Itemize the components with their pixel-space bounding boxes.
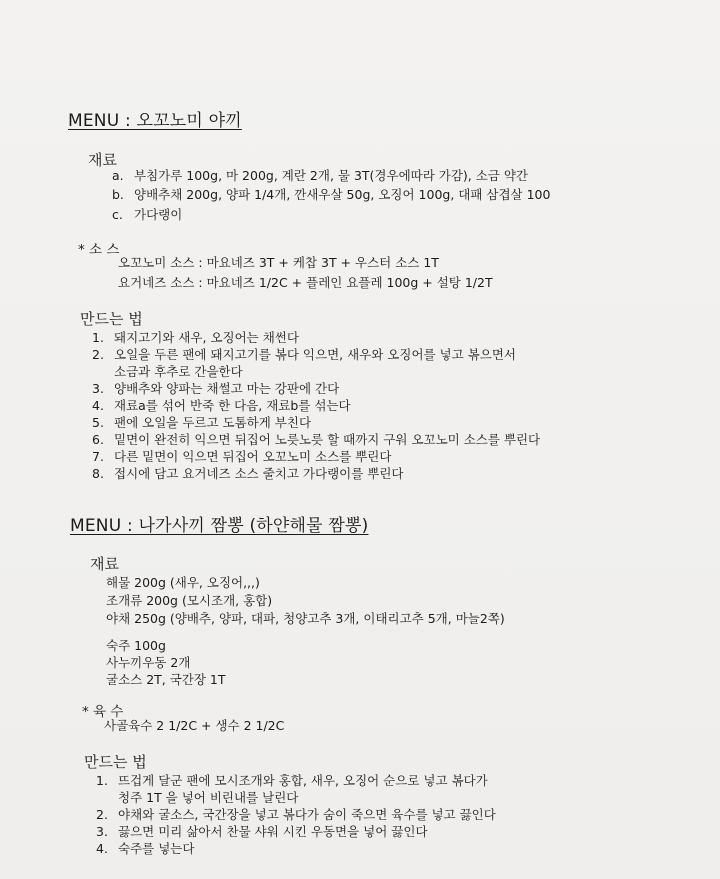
step-text: 밑면이 완전히 익으면 뒤집어 노릇노릇 할 때까지 구워 오꼬노미 소스를 뿌린다 bbox=[114, 432, 541, 447]
ingredient-text: 부침가루 100g, 마 200g, 계란 2개, 물 3T(경우에따라 가감), 소금 약간 bbox=[134, 168, 529, 183]
step-text: 청주 1T 을 넣어 비린내를 날린다 bbox=[118, 790, 299, 805]
step-number: 3. bbox=[96, 824, 108, 839]
recipe1-sauce-heading: * 소 스 bbox=[78, 242, 120, 258]
recipe1-ingredient-c bbox=[112, 205, 182, 223]
recipe2-method-heading: 만드는 법 bbox=[84, 753, 147, 771]
recipe2-ingredient-4: 숙주 100g bbox=[106, 638, 166, 653]
recipe2-step-2 bbox=[96, 805, 496, 823]
step-number: 2. bbox=[92, 347, 104, 362]
ingredient-marker: b. bbox=[112, 187, 124, 202]
step-text: 오일을 두른 팬에 돼지고기를 볶다 익으면, 새우와 오징어를 넣고 볶으면서 bbox=[114, 347, 516, 362]
recipe1-step-2 bbox=[92, 345, 516, 363]
recipe2-ingredient-6: 굴소스 2T, 국간장 1T bbox=[106, 672, 226, 687]
recipe1-step-3 bbox=[92, 379, 339, 397]
recipe1-step-7 bbox=[92, 447, 391, 465]
recipe1-title: MENU : 오꼬노미 야끼 bbox=[68, 111, 242, 131]
step-number: 7. bbox=[92, 449, 104, 464]
step-number: 3. bbox=[92, 381, 104, 396]
recipe2-broth: 사골육수 2 1/2C + 생수 2 1/2C bbox=[104, 718, 285, 733]
recipe2-step-3 bbox=[96, 822, 428, 840]
recipe1-step-5 bbox=[92, 413, 311, 431]
step-text: 양배추와 양파는 채썰고 마는 강판에 간다 bbox=[114, 381, 340, 396]
step-number: 2. bbox=[96, 807, 108, 822]
recipe2-step-1 bbox=[96, 771, 488, 789]
step-text: 팬에 오일을 두르고 도톰하게 부친다 bbox=[114, 415, 312, 430]
step-text: 끓으면 미리 삶아서 찬물 샤워 시킨 우동면을 넣어 끓인다 bbox=[118, 824, 428, 839]
recipe1-sauce-1: 오꼬노미 소스 : 마요네즈 3T + 케찹 3T + 우스터 소스 1T bbox=[118, 255, 439, 270]
step-text: 돼지고기와 새우, 오징어는 채썬다 bbox=[114, 330, 299, 345]
step-number: 8. bbox=[92, 466, 104, 481]
recipe2-ingredient-5: 사누끼우동 2개 bbox=[106, 655, 191, 670]
ingredient-text: 가다랭이 bbox=[134, 207, 183, 222]
recipe2-ingredient-3: 야채 250g (양배추, 양파, 대파, 청양고추 3개, 이태리고추 5개, 마늘2쪽) bbox=[106, 611, 505, 626]
recipe1-step-6 bbox=[92, 430, 540, 448]
step-number: 1. bbox=[96, 773, 108, 788]
step-number: 1. bbox=[92, 330, 104, 345]
step-text: 숙주를 넣는다 bbox=[118, 841, 195, 856]
recipe1-ingredients-heading: 재료 bbox=[88, 151, 117, 169]
step-text: 소금과 후추로 간을한다 bbox=[114, 364, 243, 379]
recipe2-step-1-cont bbox=[96, 788, 298, 806]
step-text: 야채와 굴소스, 국간장을 넣고 볶다가 숨이 죽으면 육수를 넣고 끓인다 bbox=[118, 807, 496, 822]
step-text: 재료a를 섞어 반죽 한 다음, 재료b를 섞는다 bbox=[114, 398, 351, 413]
step-number: 5. bbox=[92, 415, 104, 430]
step-number: 6. bbox=[92, 432, 104, 447]
recipe2-step-4 bbox=[96, 839, 194, 857]
step-number: 4. bbox=[96, 841, 108, 856]
recipe1-sauce-2: 요거네즈 소스 : 마요네즈 1/2C + 플레인 요플레 100g + 설탕 1/2T bbox=[118, 275, 493, 290]
ingredient-marker: c. bbox=[112, 207, 123, 222]
recipe1-step-2-cont bbox=[92, 362, 243, 380]
recipe1-step-8 bbox=[92, 464, 404, 482]
recipe2-broth-heading: * 육 수 bbox=[82, 704, 124, 720]
recipe2-title: MENU : 나가사끼 짬뽕 (하얀해물 짬뽕) bbox=[70, 516, 369, 536]
recipe1-step-4 bbox=[92, 396, 351, 414]
recipe2-ingredient-2: 조개류 200g (모시조개, 홍합) bbox=[106, 593, 273, 608]
ingredient-marker: a. bbox=[112, 168, 124, 183]
recipe1-ingredient-b bbox=[112, 185, 550, 203]
recipe2-ingredients-heading: 재료 bbox=[90, 555, 119, 573]
recipe1-step-1 bbox=[92, 328, 299, 346]
step-text: 뜨겁게 달군 팬에 모시조개와 홍합, 새우, 오징어 순으로 넣고 볶다가 bbox=[118, 773, 488, 788]
recipe1-method-heading: 만드는 법 bbox=[80, 310, 143, 328]
ingredient-text: 양배추채 200g, 양파 1/4개, 깐새우살 50g, 오징어 100g, 대패 삼겹살 100 bbox=[134, 187, 551, 202]
step-text: 접시에 담고 요거네즈 소스 줄치고 가다랭이를 뿌린다 bbox=[114, 466, 404, 481]
step-text: 다른 밑면이 익으면 뒤집어 오꼬노미 소스를 뿌린다 bbox=[114, 449, 392, 464]
step-number: 4. bbox=[92, 398, 104, 413]
recipe1-ingredient-a bbox=[112, 166, 528, 184]
recipe2-ingredient-1: 해물 200g (새우, 오징어,,,) bbox=[106, 575, 260, 590]
